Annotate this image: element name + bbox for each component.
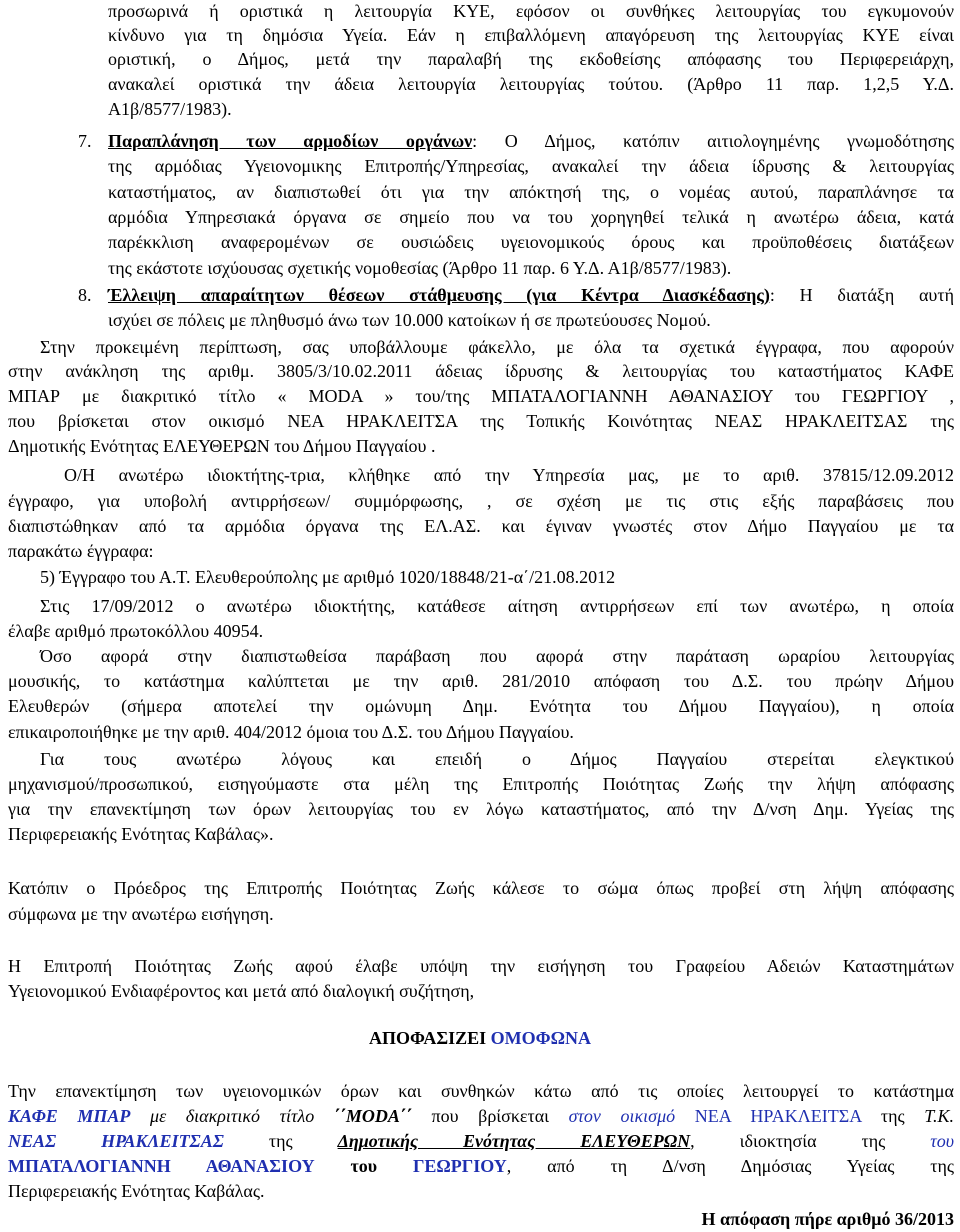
text-line: μηχανισμού/προσωπικού, εισηγούμαστε στα μέλη της Επιτροπής Ποιότητας Ζωής την λήψη απόφασης — [8, 774, 954, 794]
text-line: οριστική, ο Δήμος, μετά την παραλαβή της εκδοθείσης απόφασης του Περιφερειάρχη, — [108, 49, 954, 69]
shop-title: ΄΄MODA΄΄ — [333, 1106, 412, 1126]
shop-type: ΚΑΦΕ ΜΠΑΡ — [8, 1106, 131, 1126]
text-line: Για τους ανωτέρω λόγους και επειδή ο Δήμος Παγγαίου στερείται ελεγκτικού — [40, 749, 954, 769]
text-line: επικαιροποιήθηκε με την αριθ. 404/2012 όμοια του Δ.Σ. του Δήμου Παγγαίου. — [8, 722, 574, 742]
final-line-3 — [8, 1130, 954, 1152]
final-line-4 — [8, 1155, 954, 1177]
text-line: στην ανάκληση της αριθμ. 3805/3/10.02.2011 άδειας ίδρυσης & λειτουργίας του καταστήματος ΚΑΦΕ — [8, 361, 954, 381]
list-number: 8. — [78, 285, 92, 305]
text-line: Ο/Η ανωτέρω ιδιοκτήτης-τρια, κλήθηκε από την Υπηρεσία μας, με το αριθ. 37815/12.09.2012 — [64, 465, 954, 485]
text-line: έγγραφο, για υποβολή αντιρρήσεων/ συμμόρφωσης, , σε σχέση με τις στις εξής παραβάσεις που — [8, 491, 954, 511]
text-line: προσωρινά ή οριστικά η λειτουργία ΚΥΕ, εφόσον οι συνθήκες λειτουργίας του εγκυμονούν — [108, 1, 954, 21]
community-name: ΝΕΑΣ ΗΡΑΚΛΕΙΤΣΑΣ — [8, 1131, 224, 1151]
text-segment: του — [314, 1156, 413, 1176]
text-segment: στον οικισμό — [568, 1106, 676, 1126]
text-line: Κατόπιν ο Πρόεδρος της Επιτροπής Ποιότητας Ζωής κάλεσε το σώμα όπως προβεί στη λήψη απόφασης — [8, 878, 954, 898]
item-title: Έλλειψη απαραίτητων θέσεων στάθμευσης (για Κέντρα Διασκέδασης) — [108, 285, 770, 305]
text-line: μουσικής, το κατάστημα καλύπτεται με την αριθ. 281/2010 απόφαση του Δ.Σ. του πρώην Δήμου — [8, 671, 954, 691]
text-line: Δημοτικής Ενότητας ΕΛΕΥΘΕΡΩΝ του Δήμου Παγγαίου . — [8, 436, 436, 456]
text-line: Α1β/8577/1983). — [108, 99, 232, 119]
text-line: έλαβε αριθμό πρωτοκόλλου 40954. — [8, 621, 264, 641]
text-line: παρέκκλιση αναφερομένων σε ουσιώδεις υγειονομικούς όρους και προϋποθέσεις διατάξεων — [108, 232, 954, 252]
text-line: αρμόδια Υπηρεσιακά όργανα σε σημείο που να του χορηγηθεί τελικά η ανωτέρω άδεια, κατά — [108, 207, 954, 227]
text-segment: , ιδιοκτησία της — [690, 1131, 931, 1151]
text-line: Υγειονομικού Ενδιαφέροντος και μετά από διαλογική συζήτηση, — [8, 981, 475, 1001]
heading-unanimously: ΟΜΟΦΩΝΑ — [490, 1028, 591, 1048]
item-text: : Ο Δήμος, κατόπιν αιτιολογημένης γνωμοδότησης — [472, 131, 955, 151]
settlement-name: ΝΕΑ ΗΡΑΚΛΕΙΤΣΑ — [675, 1106, 862, 1126]
text-line: για την επανεκτίμηση των όρων λειτουργίας του εν λόγω καταστήματος, από την Δ/νση Δημ. Υγείας της — [8, 799, 954, 819]
text-line: της αρμόδιας Υγειονομικης Επιτροπής/Υπηρεσίας, ανακαλεί την άδεια ίδρυσης & λειτουργίας — [108, 156, 954, 176]
text-line: Περιφερειακής Ενότητας Καβάλας». — [8, 824, 274, 844]
text-line: Περιφερειακής Ενότητας Καβάλας. — [8, 1181, 265, 1201]
list-item-8-first-line — [108, 284, 954, 306]
text-segment: που βρίσκεται — [411, 1106, 569, 1126]
text-line: ισχύει σε πόλεις με πληθυσμό άνω των 10.000 κατοίκων ή σε πρωτεύουσες Νομού. — [108, 310, 711, 330]
text-segment: της — [223, 1131, 338, 1151]
final-line-2 — [8, 1105, 954, 1127]
text-line: Την επανεκτίμηση των υγειονομικών όρων και συνθηκών κάτω από τις οποίες λειτουργεί το κατάστημα — [8, 1081, 954, 1101]
text-line: παρακάτω έγγραφα: — [8, 541, 154, 561]
text-line: της εκάστοτε ισχύουσας σχετικής νομοθεσίας (Άρθρο 11 παρ. 6 Υ.Δ. Α1β/8577/1983). — [108, 258, 732, 278]
text-line: σύμφωνα με την ανωτέρω εισήγηση. — [8, 904, 274, 924]
heading-decides: ΑΠΟΦΑΣΙΖΕΙ — [369, 1028, 487, 1048]
text-line: Όσο αφορά στην διαπιστωθείσα παράβαση που αφορά στην παράταση ωραρίου λειτουργίας — [40, 646, 954, 666]
text-segment: Τ.Κ. — [924, 1106, 954, 1126]
municipal-unit: Δημοτικής Ενότητας ΕΛΕΥΘΕΡΩΝ — [337, 1131, 691, 1151]
decision-number: Η απόφαση πήρε αριθμό 36/2013 — [701, 1209, 954, 1229]
list-item-7-first-line — [108, 130, 954, 152]
text-line: ΜΠΑΡ με διακριτικό τίτλο « MODA » του/της ΜΠΑΤΑΛΟΓΙΑΝΝΗ ΑΘΑΝΑΣΙΟΥ του ΓΕΩΡΓΙΟΥ , — [8, 386, 954, 406]
owner-father-name: ΓΕΩΡΓΙΟΥ — [412, 1156, 507, 1176]
text-line: Στην προκειμένη περίπτωση, σας υποβάλλουμε φάκελλο, με όλα τα σχετικά έγγραφα, που αφορούν — [40, 337, 954, 357]
text-segment: με διακριτικό τίτλο — [130, 1106, 334, 1126]
text-line: Η Επιτροπή Ποιότητας Ζωής αφού έλαβε υπόψη την εισήγηση του Γραφείου Αδειών Καταστημάτων — [8, 956, 954, 976]
text-line: που βρίσκεται στον οικισμό ΝΕΑ ΗΡΑΚΛΕΙΤΣΑ της Τοπικής Κοινότητας ΝΕΑΣ ΗΡΑΚΛΕΙΤΣΑΣ της — [8, 411, 954, 431]
decision-heading — [0, 1027, 960, 1049]
item-text: : Η διατάξη αυτή — [769, 285, 954, 305]
text-line: ανακαλεί οριστικά την άδεια λειτουργία λειτουργίας τούτου. (Άρθρο 11 παρ. 1,2,5 Υ.Δ. — [108, 74, 954, 94]
text-line: κίνδυνο για τη δημόσια Υγεία. Εάν η επιβαλλόμενη απαγόρευση της λειτουργίας ΚΥΕ είναι — [108, 25, 954, 45]
text-segment: , από τη Δ/νση Δημόσιας Υγείας της — [506, 1156, 954, 1176]
text-line: Στις 17/09/2012 ο ανωτέρω ιδιοκτήτης, κατάθεσε αίτηση αντιρρήσεων επί των ανωτέρω, η οποία — [40, 596, 954, 616]
text-segment: της — [861, 1106, 925, 1126]
item-title: Παραπλάνηση των αρμοδίων οργάνων — [108, 131, 473, 151]
text-line: Ελευθερών (σήμερα αποτελεί την ομώνυμη Δημ. Ενότητα του Δήμου Παγγαίου), η οποία — [8, 696, 954, 716]
text-segment: του — [930, 1131, 955, 1151]
list-number: 7. — [78, 131, 92, 151]
text-line: διαπιστώθηκαν από τα αρμόδια όργανα της ΕΛ.ΑΣ. και έγιναν γνωστές στον Δήμο Παγγαίου με τα — [8, 516, 954, 536]
owner-name: ΜΠΑΤΑΛΟΓΙΑΝΝΗ ΑΘΑΝΑΣΙΟΥ — [8, 1156, 315, 1176]
text-line: καταστήματος, αν διαπιστωθεί ότι για την απόκτησή της, ο νομέας αυτού, παραπλάνησε τα — [108, 182, 954, 202]
text-line: 5) Έγγραφο του Α.Τ. Ελευθερούπολης με αριθμό 1020/18848/21-α΄/21.08.2012 — [40, 567, 616, 587]
